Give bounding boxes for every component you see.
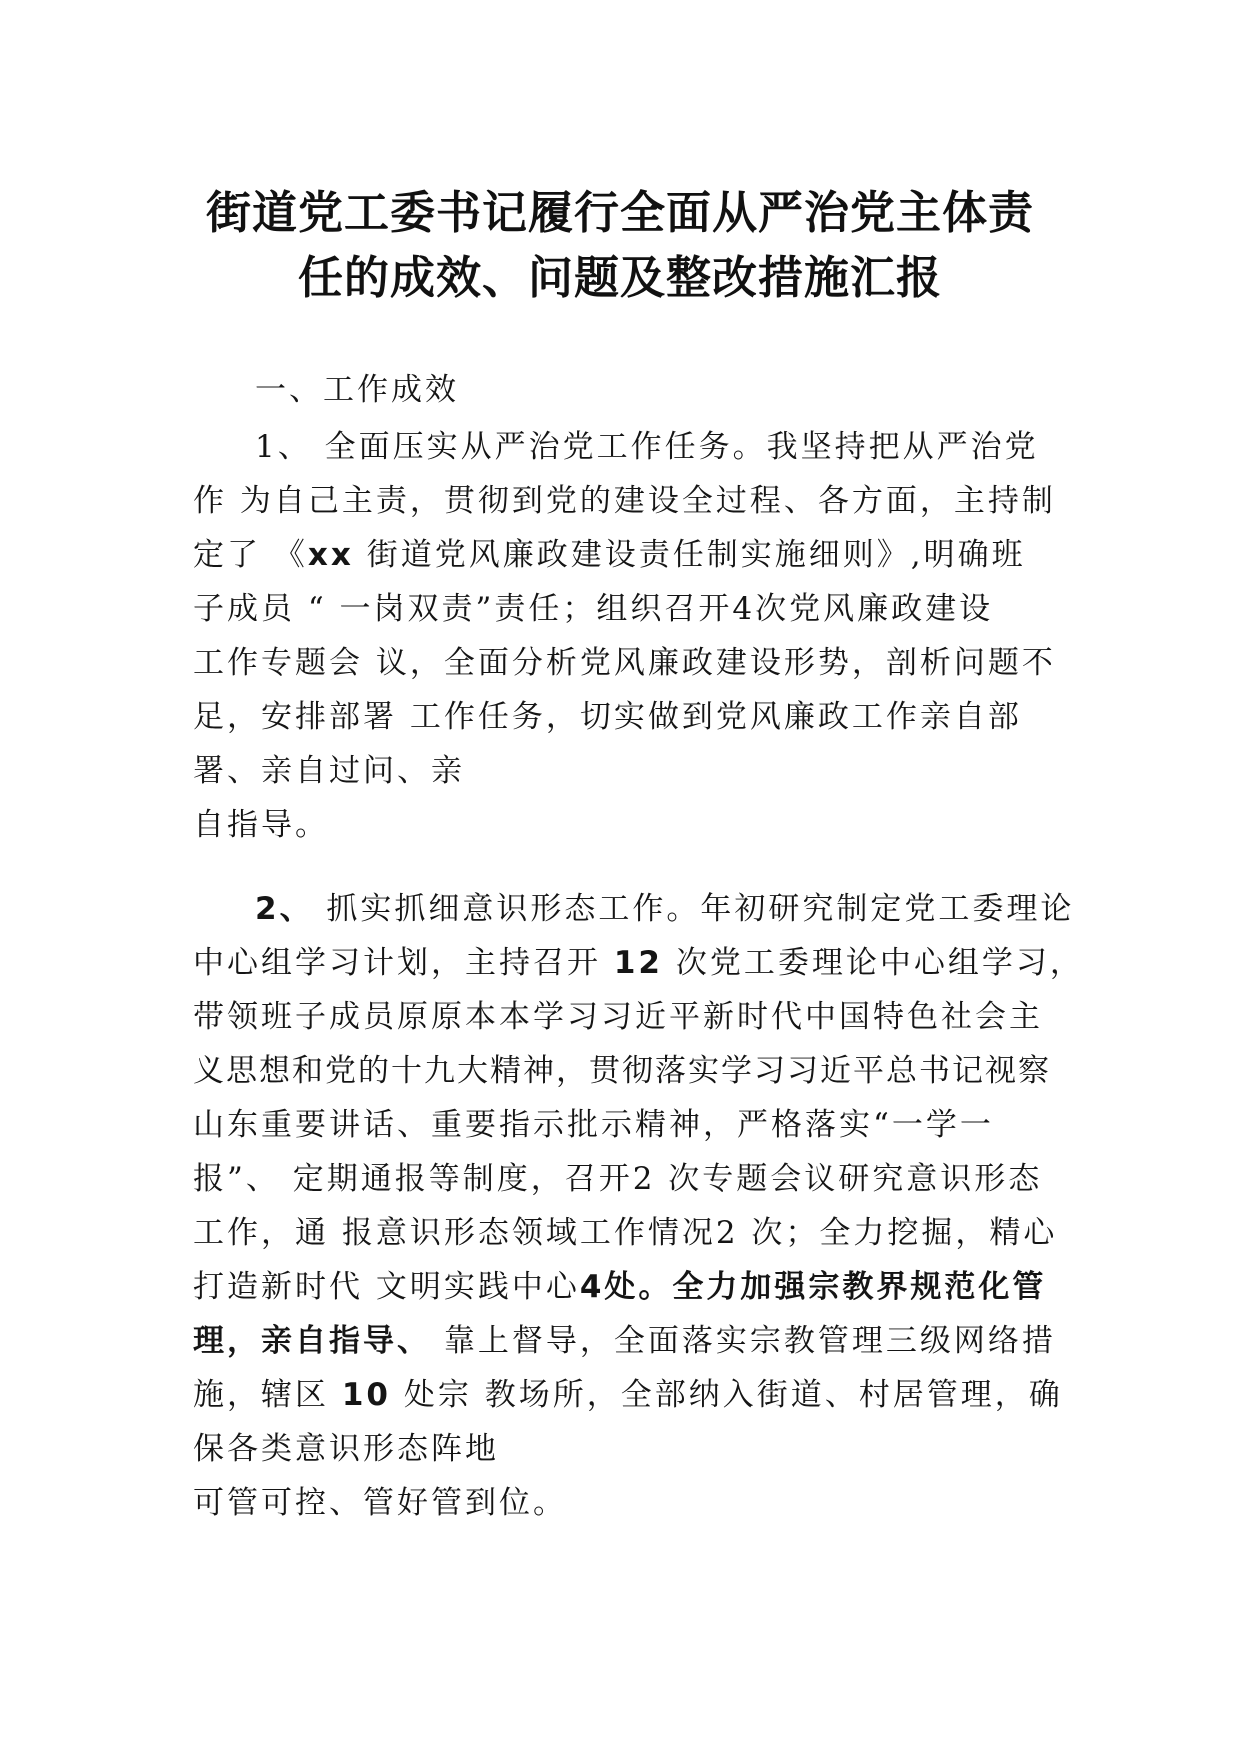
document-title-line-1: 街道党工委书记履行全面从严治党主体责 <box>205 186 1034 239</box>
text-span: 次党工委理论中心组学习， <box>663 945 1084 981</box>
paragraph-1-line-2: 作 为自己主责，贯彻到党的建设全过程、各方面，主持制 <box>193 483 1056 519</box>
text-span: 定了 《 <box>193 537 308 573</box>
paragraph-2-line-1 <box>255 889 1074 929</box>
paragraph-2-line-3: 带领班子成员原原本本学习习近平新时代中国特色社会主 <box>193 999 1043 1035</box>
paragraph-2-line-2 <box>193 943 1084 983</box>
paragraph-1-line-4: 子成员 “ 一岗双责”责任；组织召开4次党风廉政建设 <box>193 591 994 627</box>
text-span: 靠上督导，全面落实宗教管理三级网络措 <box>431 1323 1056 1359</box>
bold-text-span: 12 <box>613 945 663 981</box>
bold-text-span: 4处。全力加强宗教界规范化管 <box>579 1269 1047 1305</box>
paragraph-1-line-6: 足，安排部署 工作任务，切实做到党风廉政工作亲自部 <box>193 699 1022 735</box>
paragraph-1-line-3 <box>193 535 1026 575</box>
bold-text-span: 理，亲自指导、 <box>193 1323 431 1359</box>
document-title-line-2: 任的成效、问题及整改措施汇报 <box>297 251 942 304</box>
text-span: 施，辖区 <box>193 1377 342 1413</box>
paragraph-2-line-11: 保各类意识形态阵地 <box>193 1431 499 1467</box>
paragraph-1-line-1: 1、 全面压实从严治党工作任务。我坚持把从严治党 <box>255 429 1039 465</box>
paragraph-2-line-7: 工作，通 报意识形态领域工作情况2 次；全力挖掘，精心 <box>193 1215 1058 1251</box>
paragraph-2-line-10 <box>193 1375 1063 1415</box>
text-span: 处宗 教场所，全部纳入街道、村居管理，确 <box>391 1377 1063 1413</box>
text-span: 街道党风廉政建设责任制实施细则》,明确班 <box>353 537 1026 573</box>
section-heading: 一、工作成效 <box>255 372 459 408</box>
text-span: 抓实抓细意识形态工作。年初研究制定党工委理论 <box>313 891 1075 927</box>
paragraph-1-line-5: 工作专题会 议，全面分析党风廉政建设形势，剖析问题不 <box>193 645 1056 681</box>
paragraph-1-line-8: 自指导。 <box>193 807 329 843</box>
paragraph-2-line-6: 报”、 定期通报等制度，召开2 次专题会议研究意识形态 <box>193 1161 1043 1197</box>
paragraph-2-line-8 <box>193 1267 1046 1307</box>
paragraph-2-line-5: 山东重要讲话、重要指示批示精神，严格落实“一学一 <box>193 1107 994 1143</box>
text-span: 中心组学习计划，主持召开 <box>193 945 614 981</box>
bold-text-span: xx <box>307 537 354 573</box>
paragraph-2-line-12: 可管可控、管好管到位。 <box>193 1485 567 1521</box>
paragraph-2-line-4: 义思想和党的十九大精神，贯彻落实学习习近平总书记视察 <box>193 1053 1051 1089</box>
text-span: 打造新时代 文明实践中心 <box>193 1269 580 1305</box>
paragraph-1-line-7: 署、亲自过问、亲 <box>193 753 465 789</box>
bold-text-span: 2、 <box>255 891 314 927</box>
paragraph-2-line-9 <box>193 1321 1056 1361</box>
bold-text-span: 10 <box>341 1377 391 1413</box>
